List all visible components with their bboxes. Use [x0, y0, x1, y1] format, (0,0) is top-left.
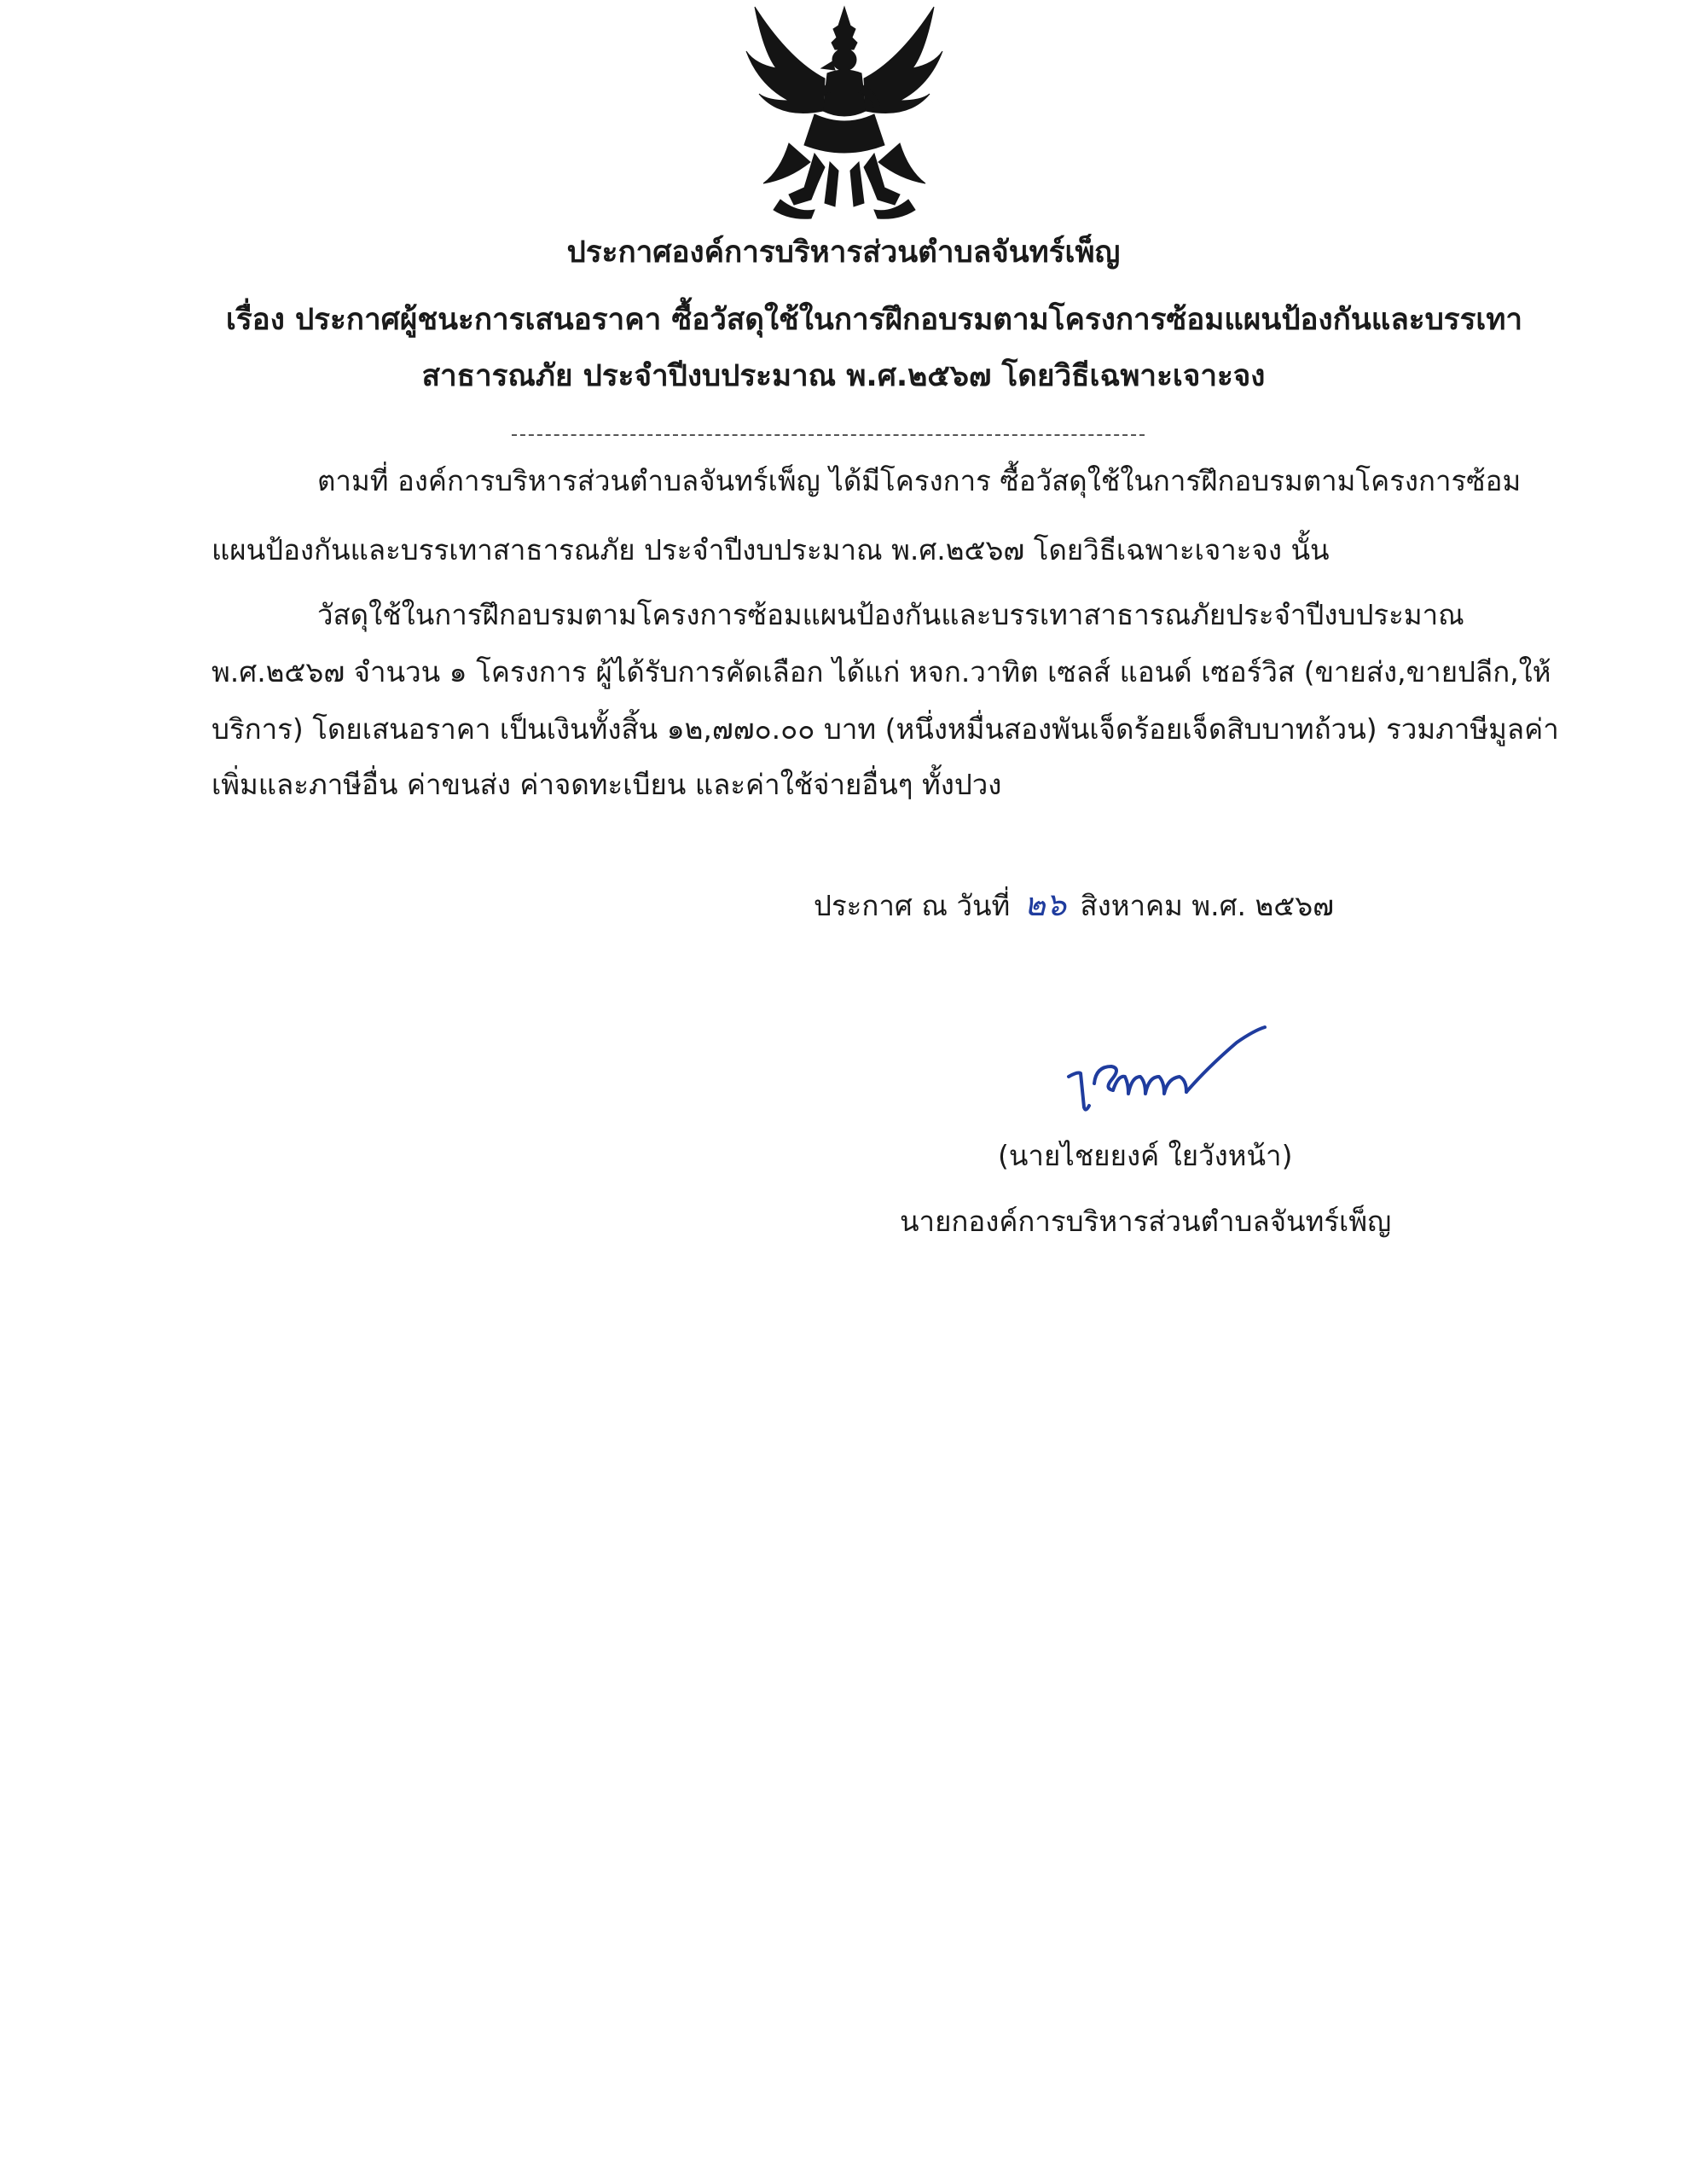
body-paragraph-2-line-3: บริการ) โดยเสนอราคา เป็นเงินทั้งสิ้น ๑๒,๗๗๐.๐๐ บาท (หนึ่งหมื่นสองพันเจ็ดร้อยเจ็ดสิบบาทถ้วน) รวมภาษีมูลค่า [212, 712, 1559, 746]
garuda-emblem-icon [729, 0, 959, 224]
signer-name: (นายไชยยงค์ ใยวังหน้า) [998, 1139, 1293, 1172]
announcement-date [814, 887, 1334, 923]
body-paragraph-2-line-2: พ.ศ.๒๕๖๗ จำนวน ๑ โครงการ ผู้ได้รับการคัดเลือก ได้แก่ หจก.วาทิต เซลส์ แอนด์ เซอร์วิส (ขายส่ง,ขายปลีก,ให้ [212, 655, 1551, 688]
body-paragraph-2-line-1: วัสดุใช้ในการฝึกอบรมตามโครงการซ้อมแผนป้องกันและบรรเทาสาธารณภัยประจำปีงบประมาณ [317, 598, 1464, 631]
body-paragraph-2-line-4: เพิ่มและภาษีอื่น ค่าขนส่ง ค่าจดทะเบียน และค่าใช้จ่ายอื่นๆ ทั้งปวง [212, 768, 1002, 801]
announcement-title: ประกาศองค์การบริหารส่วนตำบลจันทร์เพ็ญ [566, 235, 1121, 270]
handwritten-signature-icon [1062, 1024, 1271, 1118]
signer-title: นายกองค์การบริหารส่วนตำบลจันทร์เพ็ญ [900, 1205, 1392, 1238]
body-paragraph-1-line-2: แผนป้องกันและบรรเทาสาธารณภัย ประจำปีงบประมาณ พ.ศ.๒๕๖๗ โดยวิธีเฉพาะเจาะจง นั้น [212, 533, 1330, 566]
body-paragraph-1-line-1: ตามที่ องค์การบริหารส่วนตำบลจันทร์เพ็ญ ได้มีโครงการ ซื้อวัสดุใช้ในการฝึกอบรมตามโครงการซ้อม [317, 464, 1522, 497]
date-prefix: ประกาศ ณ วันที่ [814, 889, 1011, 922]
announcement-subject-line-2: สาธารณภัย ประจำปีงบประมาณ พ.ศ.๒๕๖๗ โดยวิธีเฉพาะเจาะจง [421, 359, 1266, 393]
date-day-handwritten: ๒๖ [1023, 886, 1066, 923]
announcement-subject-line-1: เรื่อง ประกาศผู้ชนะการเสนอราคา ซื้อวัสดุใช้ในการฝึกอบรมตามโครงการซ้อมแผนป้องกันและบรรเทา [225, 303, 1523, 337]
heading-divider [512, 434, 1145, 436]
date-suffix: สิงหาคม พ.ศ. ๒๕๖๗ [1080, 889, 1334, 922]
